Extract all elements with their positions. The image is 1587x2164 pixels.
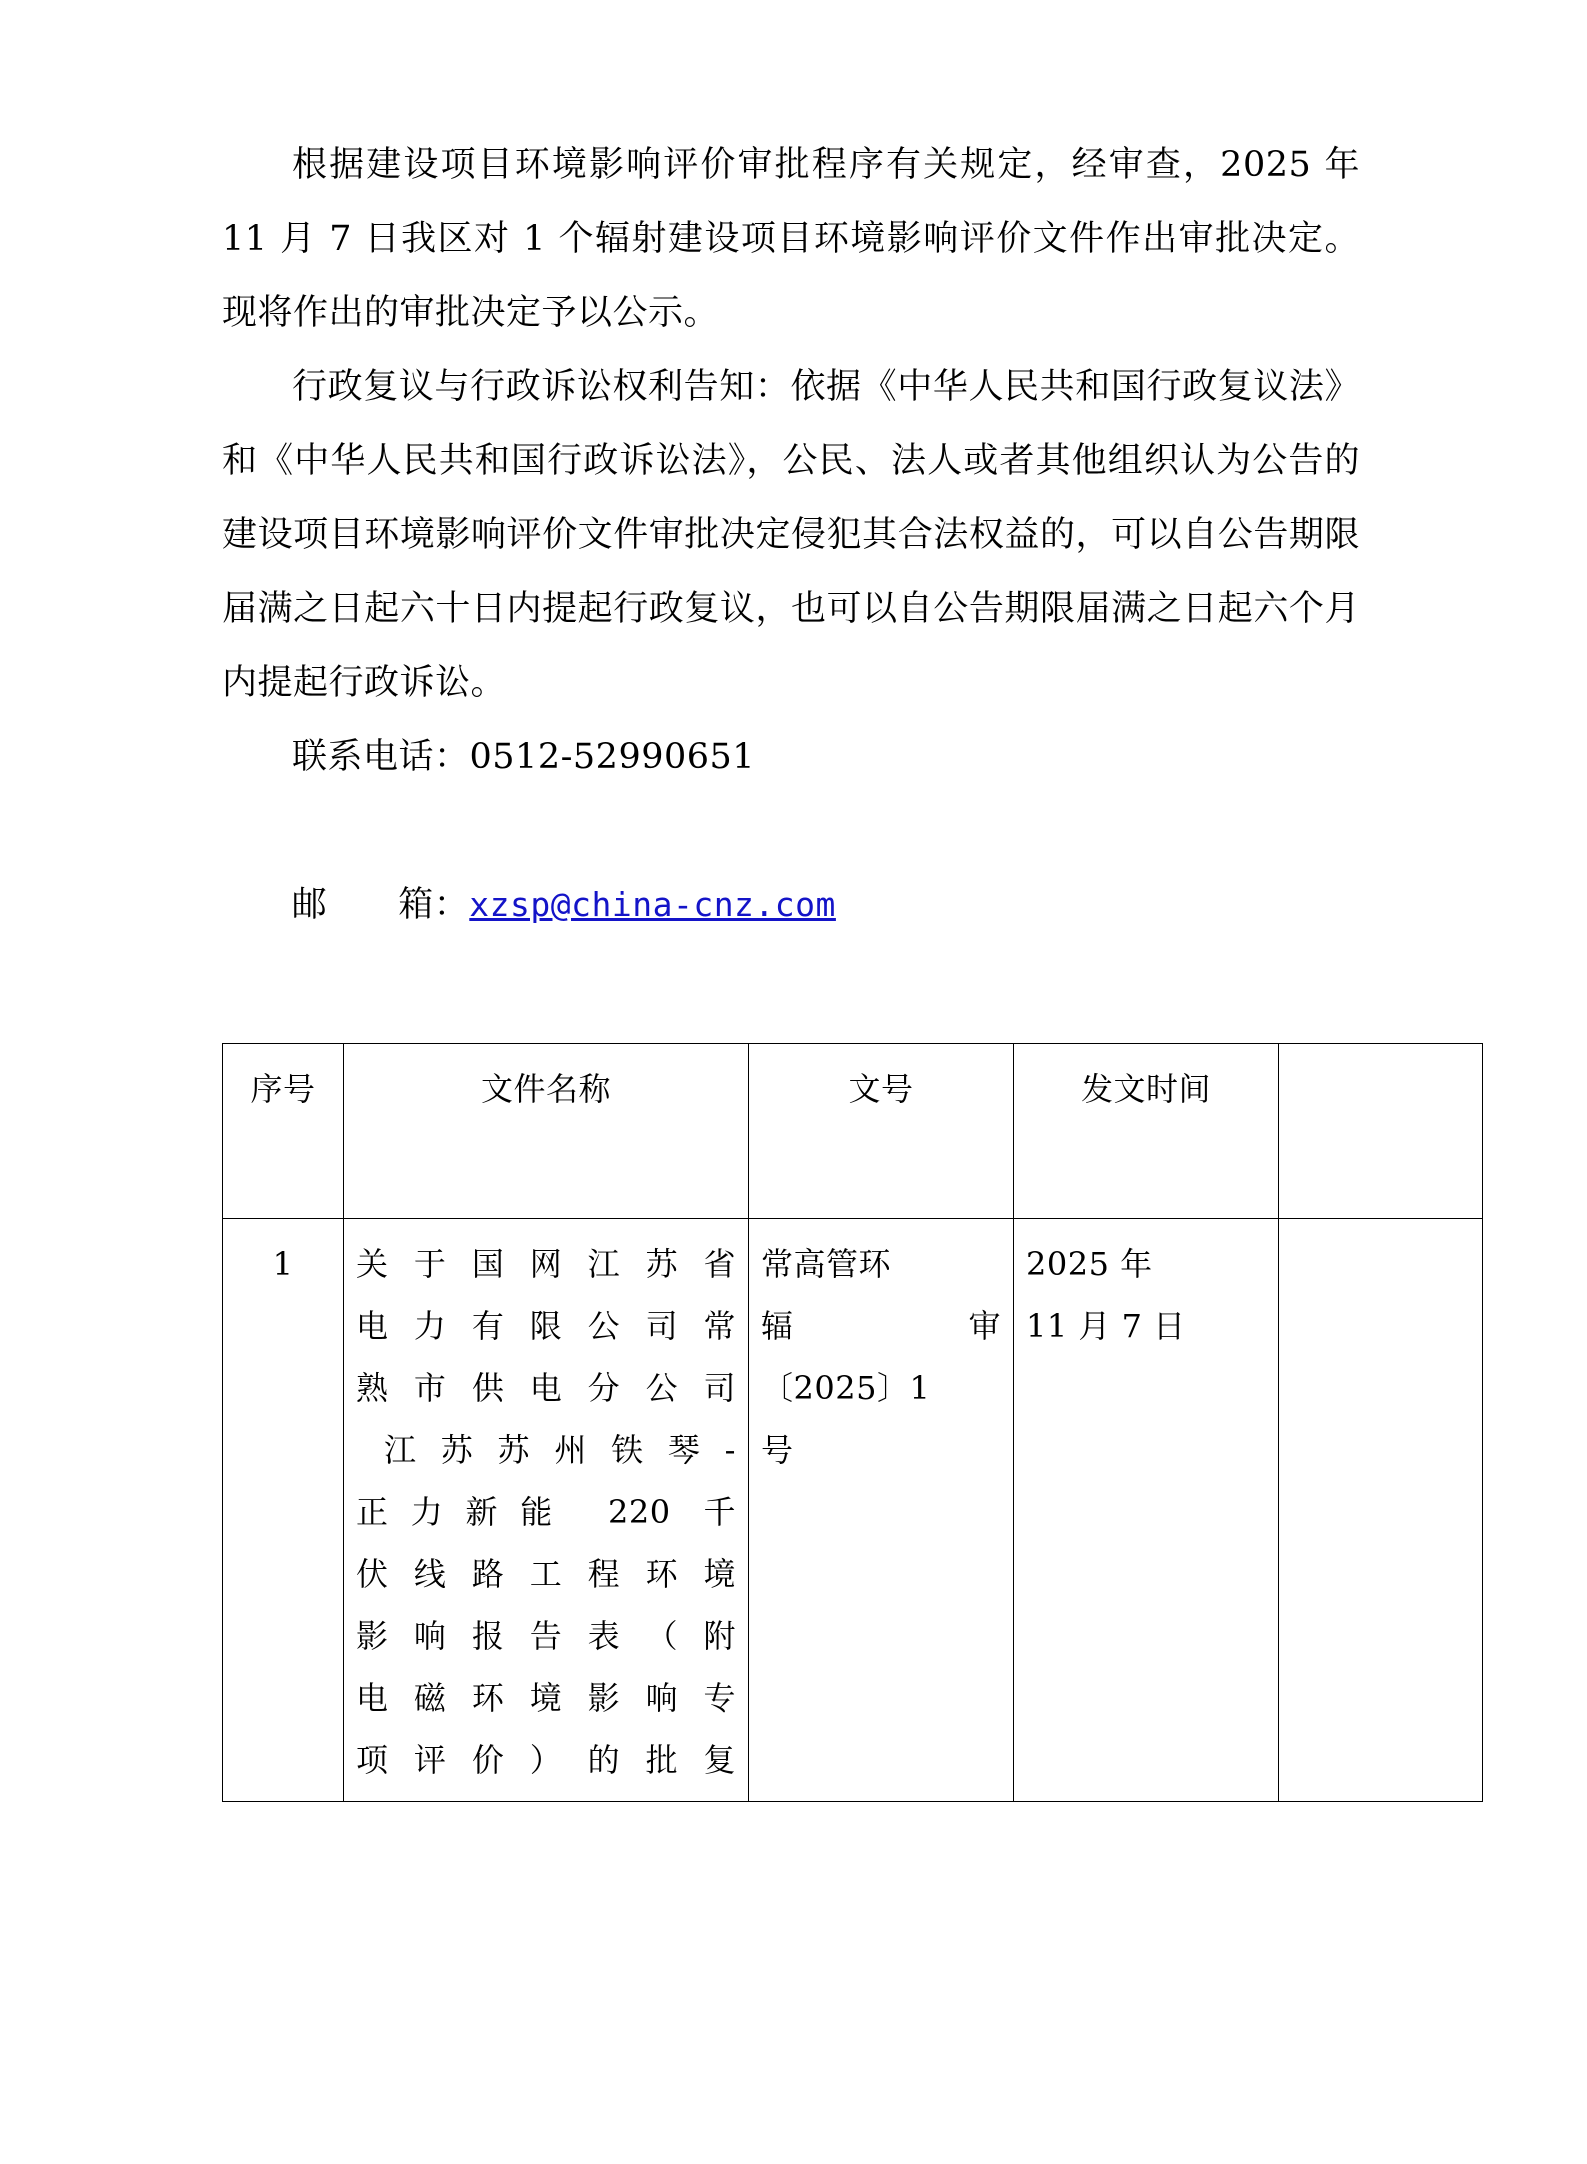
document-body	[222, 128, 1360, 1016]
document-number-line: 辐审	[761, 1307, 1001, 1345]
contact-phone-value: 0512-52990651	[469, 737, 756, 777]
table-row	[223, 1219, 1483, 1802]
table-header	[223, 1044, 1483, 1219]
document-number-line: 常高管环	[761, 1245, 892, 1283]
file-name-line: 江苏苏州铁琴-	[384, 1431, 736, 1469]
header-index-text: 序号	[250, 1070, 316, 1108]
file-name-line: 电力有限公司常	[356, 1307, 736, 1345]
approval-decision-table	[222, 1043, 1483, 1802]
table-header-row	[223, 1044, 1483, 1219]
header-date	[1014, 1044, 1279, 1219]
issue-date-line: 11 月 7 日	[1026, 1307, 1186, 1345]
file-name-line: 电磁环境影响专	[356, 1679, 736, 1717]
table-body	[223, 1219, 1483, 1802]
header-number	[749, 1044, 1014, 1219]
row-issue-date	[1014, 1219, 1279, 1802]
header-number-text: 文号	[848, 1070, 914, 1108]
header-date-text: 发文时间	[1080, 1070, 1211, 1108]
row-blank	[1279, 1219, 1483, 1802]
document-number-line: 号	[761, 1431, 794, 1469]
file-name-line: 正力新能 220 千	[356, 1493, 736, 1531]
file-name-line: 影响报告表（附	[356, 1617, 736, 1655]
row-index	[223, 1219, 344, 1802]
contact-phone-label: 联系电话：	[292, 737, 470, 777]
contact-email-line	[222, 794, 1360, 1016]
paragraph-2: 行政复议与行政诉讼权利告知：依据《中华人民共和国行政复议法》和《中华人民共和国行政诉讼法》，公民、法人或者其他组织认为公告的建设项目环境影响评价文件审批决定侵犯其合法权益的，可以自公告期限届满之日起六十日内提起行政复议，也可以自公告期限届满之日起六个月内提起行政诉讼。	[222, 367, 1360, 703]
row-index-text: 1	[272, 1245, 294, 1283]
file-name-line: 伏线路工程环境	[356, 1555, 736, 1593]
paragraph-1: 根据建设项目环境影响评价审批程序有关规定，经审查，2025 年 11 月 7 日我区对 1 个辐射建设项目环境影响评价文件作出审批决定。现将作出的审批决定予以公示。	[222, 145, 1360, 333]
header-blank	[1279, 1044, 1483, 1219]
file-name-line: 熟市供电分公司	[356, 1369, 736, 1407]
contact-email-label: 邮 箱：	[291, 885, 470, 925]
file-name-line: 关于国网江苏省	[356, 1245, 736, 1283]
contact-email-link[interactable]: xzsp@china-cnz.com	[469, 885, 836, 924]
file-name-line: 项评价）的批复	[356, 1741, 736, 1779]
header-index	[223, 1044, 344, 1219]
header-name	[344, 1044, 749, 1219]
issue-date-line: 2025 年	[1026, 1245, 1153, 1283]
row-document-number	[749, 1219, 1014, 1802]
row-file-name	[344, 1219, 749, 1802]
contact-phone-line	[222, 720, 1360, 794]
document-number-line: 〔2025〕1	[761, 1369, 931, 1407]
header-name-text: 文件名称	[480, 1070, 611, 1108]
